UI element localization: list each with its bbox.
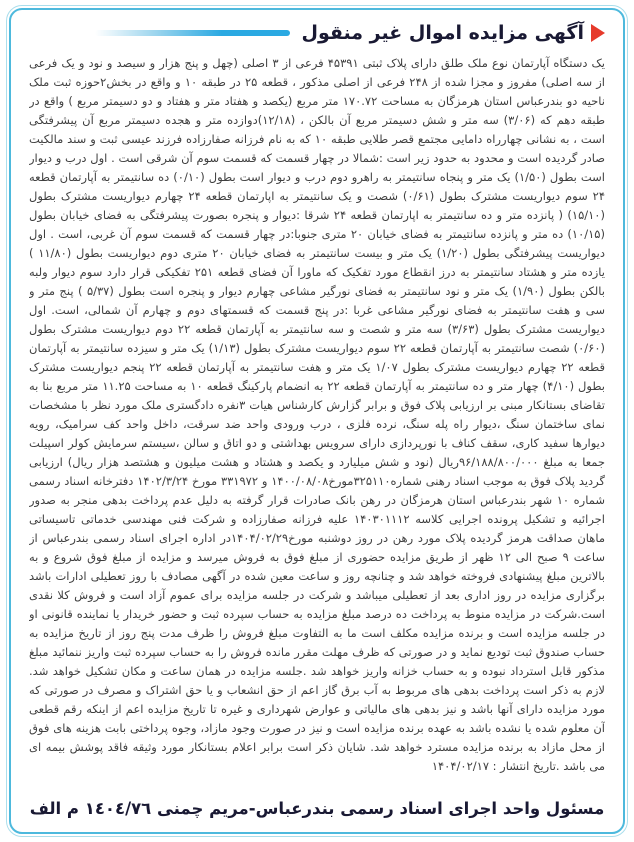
- notice-body-text: یک دستگاه آپارتمان نوع ملک طلق دارای پلاک ثبتی ۴۵۳۹۱ فرعی از ۳ اصلی (چهل و پنج هزار و سیصد و نود و یک فرعی از سه اصلی) مفروز و مجزا شده از ۲۴۸ فرعی از اصلی مذکور ، قطعه ۲۵ در طبقه ۱۰ و واقع در بخش۲حوزه ثبت ملک ناحیه دو بندرعباس استان هرمزگان به مساحت ۱۷۰.۷۲ متر مربع (یکصد و هفتاد متر و هفتاد و دو دسیمتر مربع ) واقع در طبقه دهم که (۳/۰۶) سه متر و شش دسیمتر مربع آن بالکن ، (۱۲/۱۸)دوازده متر و هجده دسیمتر مربع آن پیشرفتگی است ، به نشانی چهارراه دامایی مجتمع قصر طلایی طبقه ۱۰ که به نام فرزانه صفارزاده فرزند عیسی ثبت و سند مالکیت صادر گردیده است و محدود به حدود زیر است :شمالا در چهار قسمت که قسمت سوم آن شرقی است . اول درب و دیوار است بطول (۱/۵۰) یک متر و پنجاه سانتیمتر به راهرو دوم درب و دیوار است بطول (۰/۱۰) ده سانتیمتر به آپارتمان قطعه ۲۴ سوم دیواریست مشترک بطول (۰/۶۱) شصت و یک سانتیمتر به اپارتمان قطعه ۲۴ چهارم دیواریست مشترک بطول (۱۵/۱۰) ( پانزده متر و ده سانتیمتر به اپارتمان قطعه ۲۴ شرقا :دیوار و پنجره بصورت پیشرفتگی به فضای خیابان بطول (۱۰/۱۵) ده متر و پانزده سانتیمتر به فضای خیابان ۲۰ متری جنوبا:در چهار قسمت که قسمت سوم آن غربی، است . اول دیواریست پیشرفتگی بطول (۱/۲۰) یک متر و بیست سانتیمتر به فضای خیابان ۲۰ متری دوم دیواریست بطول (۱۱/۸۰ ) یازده متر و هشتاد سانتیمتر به درز انقطاع مورد تفکیک که ماورا آن فضای قطعه ۲۵۱ تفکیکی قرار دارد سوم دیوار ولبه بالکن بطول (۱/۹۰) یک متر و نود سانتیمتر به فضای نورگیر مشاعی چهارم دیوار و پنجره است بطول (۵/۳۷ ) پنج متر و سی و هفت سانتیمتر به فضای نورگیر مشاعی غربا :در پنج قسمت که قسمتهای دوم و چهارم آن شمالی، است. اول دیواریست مشترک بطول (۳/۶۳) سه متر و شصت و سه سانتیمتر به آپارتمان قطعه ۲۲ دوم دیواریست مشترک بطول (۰/۶۰) شصت سانتیمتر به آپارتمان قطعه ۲۲ سوم دیواریست مشترک بطول (۱/۱۳) یک متر و سیزده سانتیمتر به آپارتمان قطعه ۲۲ چهارم دیواریست مشترک بطول ۱/۰۷ یک متر و هفت سانتیمتر به آپارتمان قطعه ۲۲ پنجم دیواریست مشترک بطول (۴/۱۰) چهار متر و ده سانتیمتر به آپارتمان قطعه ۲۲ به انضمام پارکینگ قطعه ۱۰ به مساحت ۱۱.۲۵ متر مربع بنا به تقاضای بستانکار مبنی بر ارزیابی پلاک فوق و برابر گزارش کارشناس هیات ۳نفره دادگستری ملک مورد نظر با مشخصات نمای ساختمان سنگ ،دیوار راه پله سنگ، نرده فلزی ، درب ورودی واحد ضد سرقت، داخل واحد کف سرامیک، رویه دیوارها سفید کاری، سقف کناف با نورپردازی دارای سرویس بهداشتی و دو اتاق و سالن ،سیستم سرمایش کولر اسپیلت جمعا به مبلغ ۹۶/۱۸۸/۸۰۰/۰۰۰ریال (نود و شش میلیارد و یکصد و هشتاد و هشت میلیون و هشتصد هزار ریال) ارزیابی گردید پلاک فوق به موجب اسناد رهنی شماره۳۲۵۱۱۰مورخ۱۴۰۰/۰۸/۰۸ و ۳۳۱۹۷۲ مورخ ۱۴۰۲/۳/۲۴ دفترخانه اسناد رسمی شماره ۱۰ شهر بندرعباس استان هرمزگان در رهن بانک صادرات قرار گرفته به دلیل عدم پرداخت بدهی منجر به صدور اجرائیه و تشکیل پرونده اجرایی کلاسه ۱۴۰۳۰۱۱۱۲ علیه فرزانه صفارزاده و شرکت فنی مهندسی خدماتی تاسیساتی ماهان صداقت هرمز گردیده پلاک مورد رهن در روز دوشنبه مورخ۱۴۰۴/۰۲/۲۹در اداره اجرای اسناد رسمی بندرعباس از ساعت ۹ صبح الی ۱۲ ظهر از طریق مزایده حضوری از مبلغ فوق به فروش میرسد و مزایده از مبلغ فوق شروع و به بالاترین مبلغ پیشنهادی فروخته خواهد شد و چنانچه روز و ساعت معین شده در آگهی مصادف با روز تعطیلی ادارات باشد برگزاری مزایده در روز اداری بعد از تعطیلی میباشد و شرکت در جلسه مزایده برای عموم آزاد است و فروش کلا نقدی است.شرکت در مزایده منوط به پرداخت ده درصد مبلغ مزایده به حساب سپرده ثبت و حضور خریدار یا نماینده قانونی او در جلسه مزایده است و برنده مزایده مکلف است ما به التفاوت مبلغ فروش را ظرف مدت پنج روز از تاریخ مزایده به حساب صندوق ثبت تودیع نماید و در صورتی که ظرف مهلت مقرر مانده فروش را به حساب سپرده ثبت واریز ننمائید مبلغ مذکور قابل استرداد نبوده و به حساب خزانه واریز خواهد شد .جلسه مزایده در همان ساعت و مکان تشکیل خواهد شد. لازم به ذکر است پرداخت بدهی های مربوط به آب برق گاز اعم از حق انشعاب و یا حق اشتراک و مصرف در صورتی که مورد مزایده دارای آنها باشد و نیز بدهی های مالیاتی و عوارض شهرداری و غیره تا تاریخ مزایده اعم از اینکه رقم قطعی آن معلوم شده یا نشده باشد به عهده برنده مزایده است و نیز در صورت وجود مازاد، وجوه پرداختی بابت هزینه های فوق از محل مازاد به برنده مزایده مسترد خواهد شد. شایان ذکر است برابر اعلام بستانکار مورد وثیقه فاقد پوشش بیمه ای می باشد .تاریخ انتشار : ۱۴۰۴/۰۲/۱۷: [29, 56, 605, 773]
- notice-footer-signature: مسئول واحد اجرای اسناد رسمی بندرعباس-مریم چمنی ١٤٠٤/٧٦ م الف: [29, 799, 605, 818]
- notice-title: آگهی مزایده اموال غیر منقول: [301, 22, 584, 44]
- red-triangle-icon: [591, 24, 605, 42]
- header-accent-line: [95, 30, 290, 36]
- notice-inner-frame: [9, 8, 625, 834]
- notice-header: [27, 20, 607, 50]
- notice-outer-frame: [6, 5, 628, 837]
